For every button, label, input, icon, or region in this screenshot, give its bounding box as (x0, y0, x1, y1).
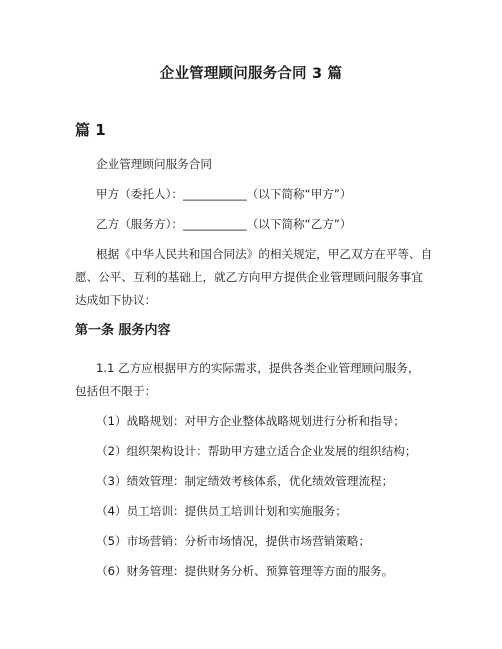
service-item: （1）战略规划：对甲方企业整体战略规划进行分析和指导； (96, 414, 405, 428)
clause-line: 包括但不限于： (75, 384, 157, 398)
service-item: （5）市场营销：分析市场情况，提供市场营销策略； (96, 534, 371, 548)
service-item: （6）财务管理：提供财务分析、预算管理等方面的服务。 (96, 564, 394, 578)
party-b-line: 乙方（服务方）：___________（以下简称“乙方”） (96, 217, 352, 231)
contract-name: 企业管理顾问服务合同 (96, 157, 212, 171)
service-item: （4）员工培训：提供员工培训计划和实施服务； (96, 504, 347, 518)
article-heading: 第一条 服务内容 (75, 323, 171, 338)
preamble-line: 愿、公平、互利的基础上，就乙方向甲方提供企业管理顾问服务事宜 (75, 270, 423, 284)
service-item: （3）绩效管理：制定绩效考核体系，优化绩效管理流程； (96, 474, 394, 488)
party-a-line: 甲方（委托人）：___________（以下简称“甲方”） (96, 187, 352, 201)
service-item: （2）组织架构设计：帮助甲方建立适合企业发展的组织结构； (96, 444, 417, 458)
section-heading: 篇 1 (75, 121, 106, 139)
preamble-line: 达成如下协议： (75, 293, 157, 307)
preamble-line: 根据《中华人民共和国合同法》的相关规定，甲乙双方在平等、自 (96, 247, 433, 261)
document-title: 企业管理顾问服务合同 3 篇 (159, 66, 343, 82)
clause-line: 1.1 乙方应根据甲方的实际需求，提供各类企业管理顾问服务， (96, 361, 420, 375)
